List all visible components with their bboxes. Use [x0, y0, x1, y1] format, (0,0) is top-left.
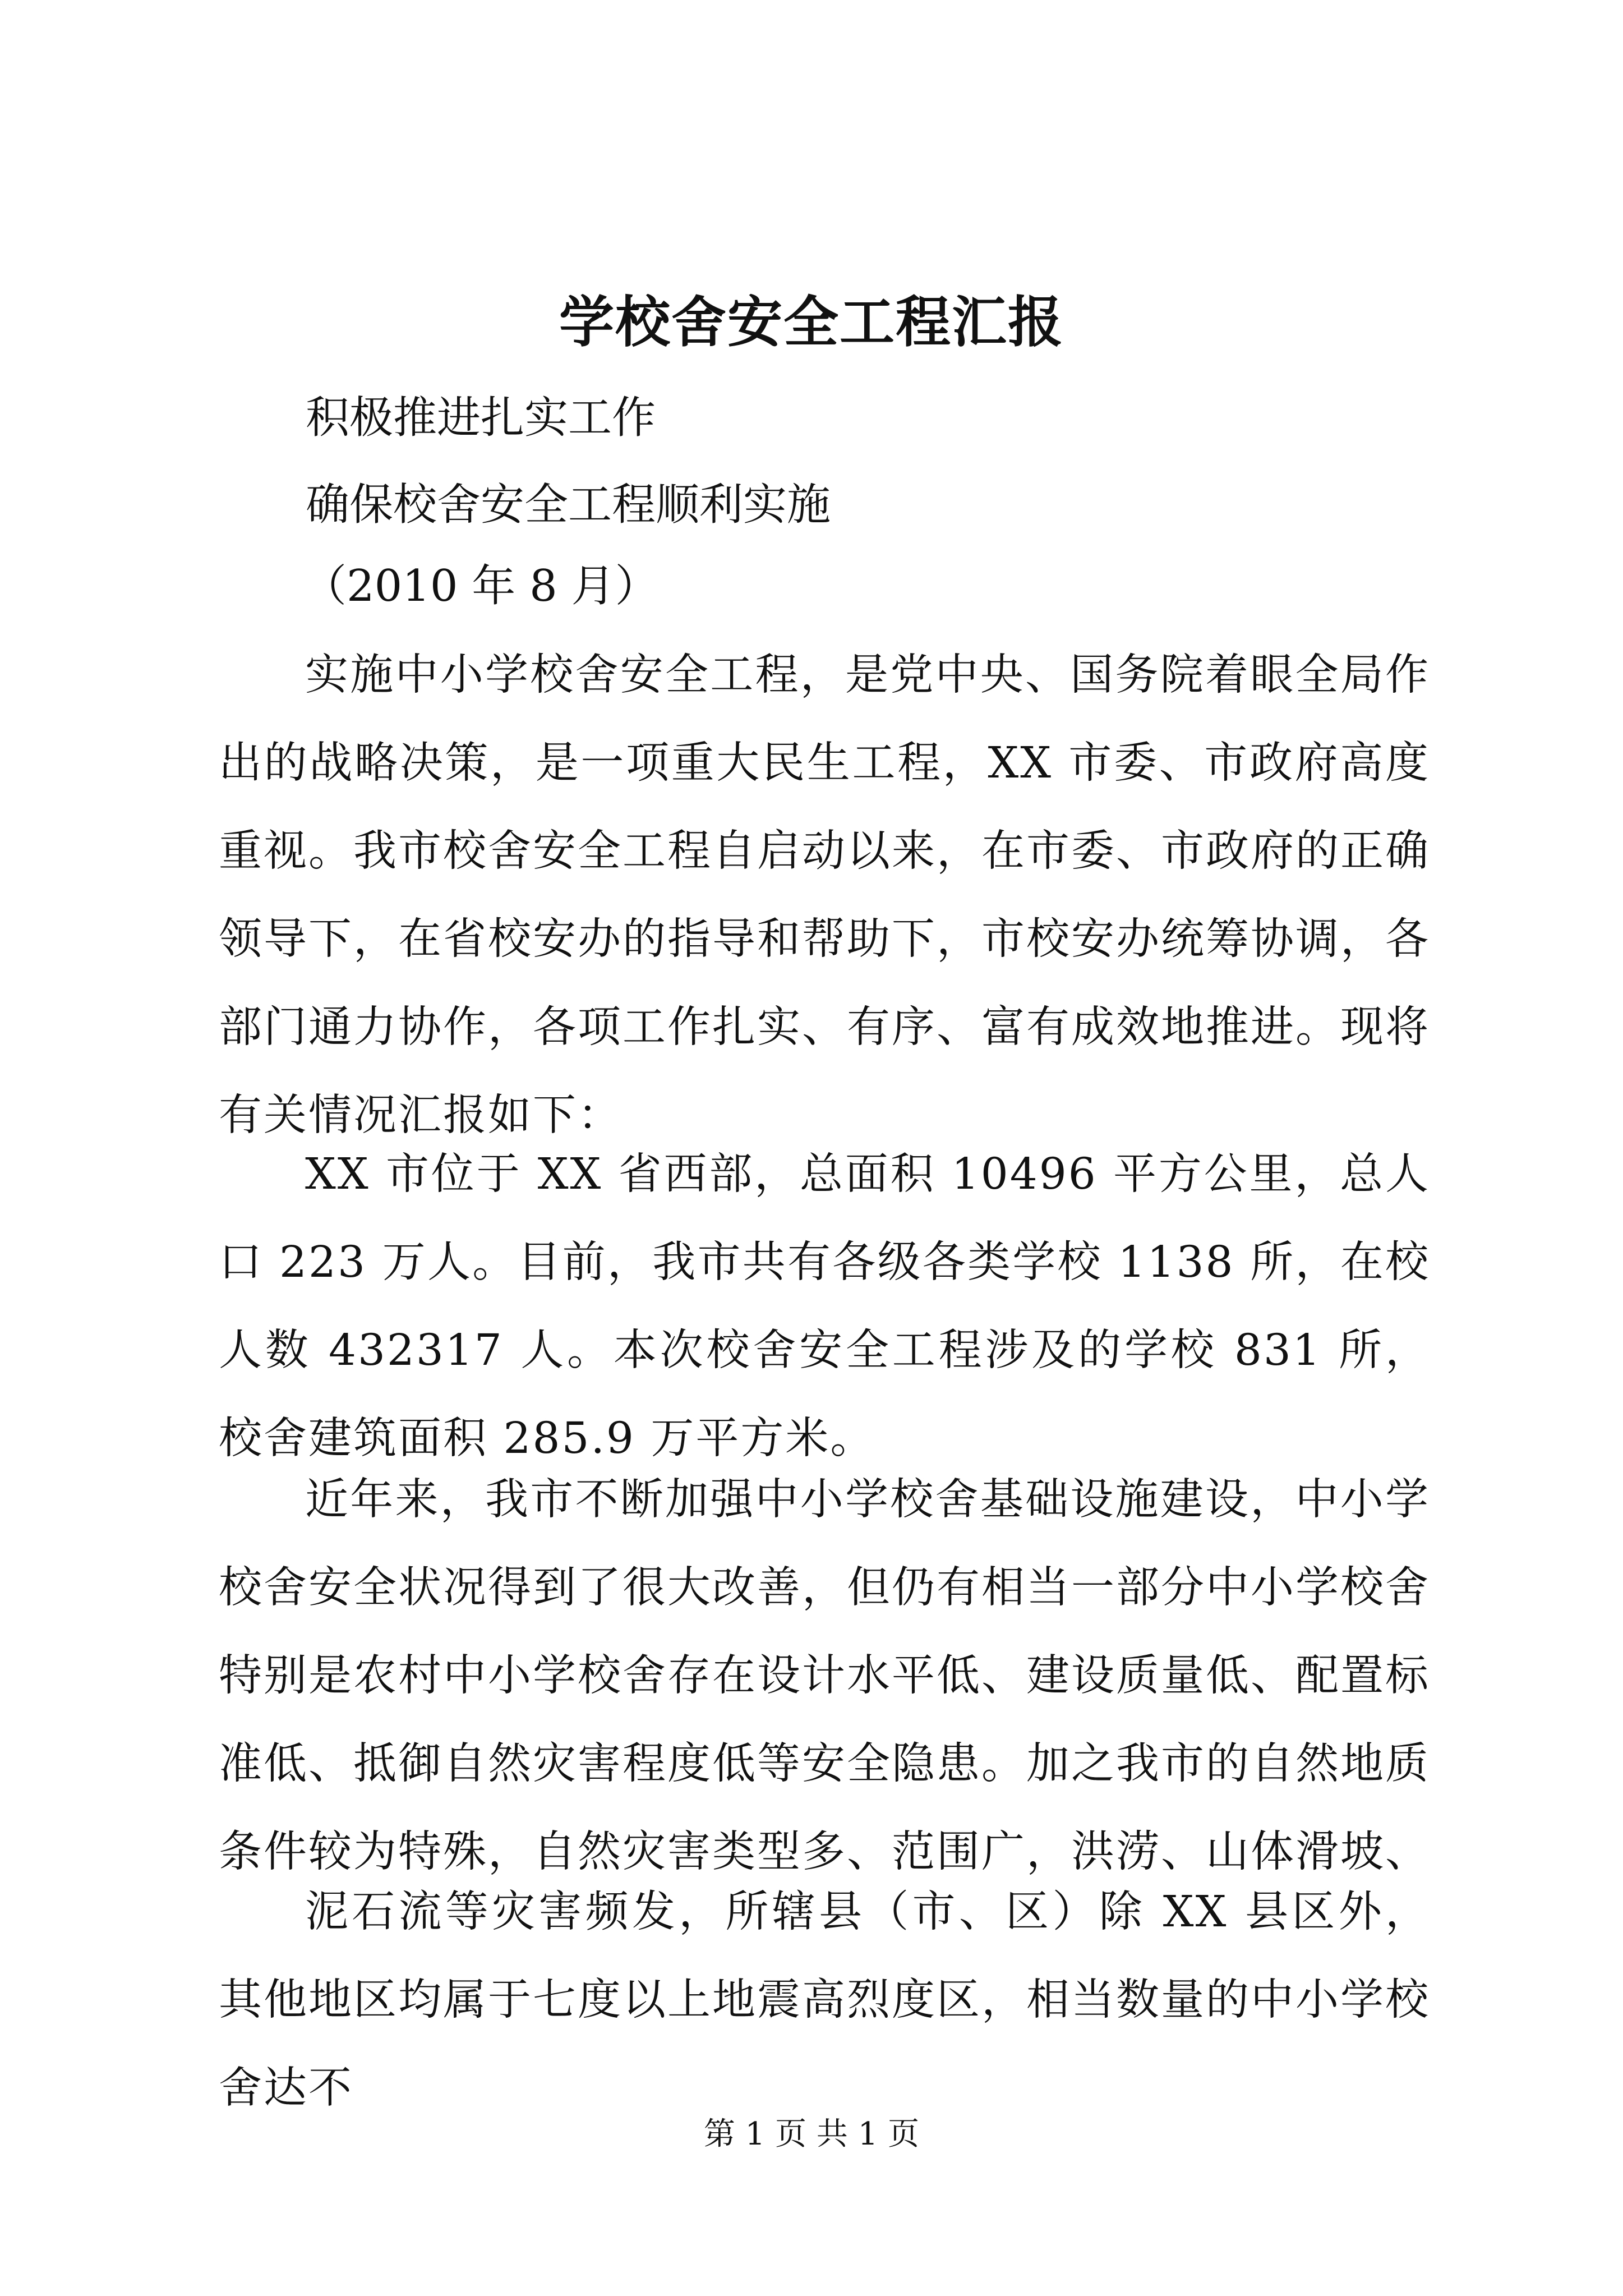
date-line: （2010 年 8 月）: [303, 561, 659, 611]
paragraph-overview: XX 市位于 XX 省西部，总面积 10496 平方公里，总人口 223 万人。目前，我市共有各级各类学校 1138 所，在校人数 432317 人。本次校舍安全工程涉及的学校 831 所，校舍建筑面积 285.9 万平方米。: [219, 1149, 1430, 1464]
subtitle-line-2: 确保校舍安全工程顺利实施: [306, 480, 831, 530]
page-footer: 第 1 页 共 1 页: [703, 2116, 920, 2152]
paragraph-hazards: 泥石流等灾害频发，所辖县（市、区）除 XX 县区外，其他地区均属于七度以上地震高烈度区，相当数量的中小学校舍达不: [219, 1887, 1430, 2113]
document-title: 学校舍安全工程汇报: [559, 290, 1064, 355]
paragraph-intro: 实施中小学校舍安全工程，是党中央、国务院着眼全局作出的战略决策，是一项重大民生工程，XX 市委、市政府高度重视。我市校舍安全工程自启动以来，在市委、市政府的正确领导下，在省校安办的指导和帮助下，市校安办统筹协调，各部门通力协作，各项工作扎实、有序、富有成效地推进。现将有关情况汇报如下：: [219, 650, 1430, 1140]
paragraph-background: 近年来，我市不断加强中小学校舍基础设施建设，中小学校舍安全状况得到了很大改善，但仍有相当一部分中小学校舍特别是农村中小学校舍存在设计水平低、建设质量低、配置标准低、抵御自然灾害程度低等安全隐患。加之我市的自然地质条件较为特殊，自然灾害类型多、范围广，洪涝、山体滑坡、: [219, 1475, 1430, 1877]
subtitle-line-1: 积极推进扎实工作: [306, 393, 656, 443]
